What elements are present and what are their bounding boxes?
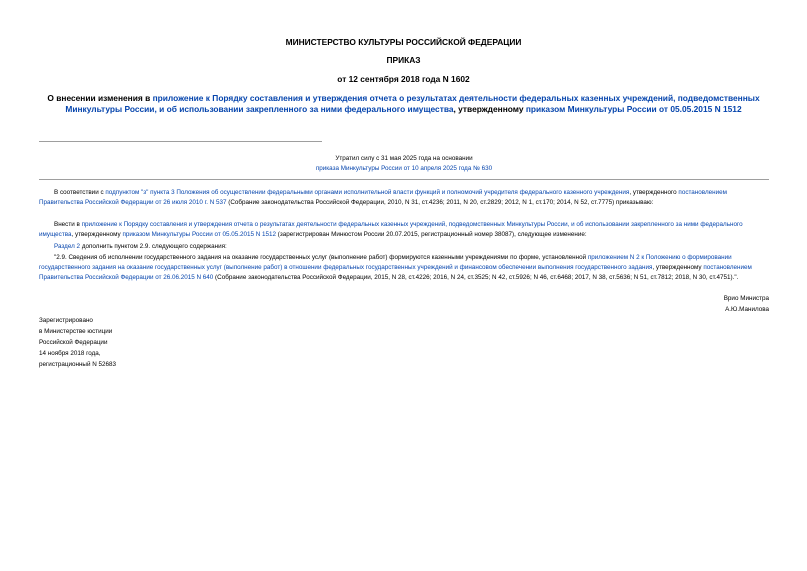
repeal-notice: Утратил силу с 31 мая 2025 года на основании: [335, 155, 473, 162]
repeal-notice-link-line: [39, 164, 769, 174]
signatory-role: Врио Министра: [723, 295, 769, 302]
p1-link-resolution[interactable]: постановлением Правительства Российской Федерации от 26 июля 2010 г. N 537: [39, 189, 727, 206]
paragraph-preamble: [39, 188, 769, 208]
document-title: [30, 93, 777, 115]
p4-text-2: , утвержденному: [652, 264, 704, 271]
registration-line: регистрационный N 52683: [39, 361, 117, 368]
registration-line: в Министерстве юстиции: [39, 328, 113, 335]
divider-long: [39, 179, 769, 180]
p1-text-2: , утвержденного: [629, 189, 679, 196]
title-link-appendix[interactable]: приложение к Порядку составления и утверждения отчета о результатах деятельности федеральных казенных учреждений, подведомственных Минкультуры России, и об использовании закрепленного за ними федерального имущества: [65, 93, 760, 114]
ministry-heading: МИНИСТЕРСТВО КУЛЬТУРЫ РОССИЙСКОЙ ФЕДЕРАЦИИ: [285, 37, 522, 47]
p3-link-section-2[interactable]: Раздел 2: [54, 243, 81, 250]
p1-link-regulation[interactable]: подпунктом "з" пункта 3 Положения об осуществлении федеральными органами исполнительной власти функций и полномочий учредителя федерального казенного учреждения: [105, 189, 630, 196]
p2-link-order[interactable]: приказом Минкультуры России от 05.05.2015 N 1512: [122, 231, 277, 238]
p2-text-3: (зарегистрирован Минюстом России 20.07.2015, регистрационный номер 38087), следующее изменение:: [276, 231, 587, 238]
title-text-1: О внесении изменения в: [47, 93, 153, 103]
p4-link-resolution[interactable]: постановлением Правительства Российской Федерации от 26.06.2015 N 640: [39, 264, 752, 281]
registration-line: 14 ноября 2018 года,: [39, 350, 101, 357]
p2-link-appendix[interactable]: приложение к Порядку составления и утверждения отчета о результатах деятельности федеральных казенных учреждений, подведомственных Минкультуры России, и об использовании закрепленного за ними федерального имущества: [39, 221, 743, 238]
p2-text-2: , утвержденному: [71, 231, 123, 238]
p4-link-appendix-2[interactable]: приложением N 2 к Положению о формировании государственного задания на оказание государственных услуг (выполнение работ) в отношении федеральных государственных учреждений и финансовом обеспечении выполнения государственного задания: [39, 254, 732, 271]
p3-text-1: дополнить пунктом 2.9. следующего содержания:: [80, 243, 227, 250]
document-kind: ПРИКАЗ: [386, 55, 421, 65]
p1-text-1: В соответствии с: [54, 189, 106, 196]
divider-short: [39, 141, 322, 142]
p4-text-1: "2.9. Сведения об исполнении государственного задания на оказание государственных услуг (выполнение работ) формируются казенными учреждениями по форме, установленной: [54, 254, 588, 261]
title-text-2: , утвержденному: [453, 104, 526, 114]
paragraph-clause-2-9: [39, 253, 769, 283]
paragraph-section: [39, 242, 769, 252]
title-link-order[interactable]: приказом Минкультуры России от 05.05.2015 N 1512: [525, 104, 742, 114]
p1-text-3: (Собрание законодательства Российской Федерации, 2010, N 31, ст.4236; 2011, N 20, ст.2829; 2012, N 1, ст.170; 2014, N 52, ст.7775) приказываю:: [226, 199, 654, 206]
paragraph-amendment: [39, 220, 769, 240]
p2-text-1: Внести в: [54, 221, 82, 228]
document-date: от 12 сентября 2018 года N 1602: [337, 74, 470, 84]
signatory-name: А.Ю.Манилова: [725, 306, 769, 313]
p4-text-3: (Собрание законодательства Российской Федерации, 2015, N 28, ст.4226; 2016, N 24, ст.3525; N 42, ст.5926; N 46, ст.6468; 2017, N 38, ст.5636; N 51, ст.7812; 2018, N 30, ст.4751).".: [213, 274, 739, 281]
registration-line: Зарегистрировано: [39, 317, 93, 324]
registration-line: Российской Федерации: [39, 339, 108, 346]
repeal-order-link[interactable]: приказа Минкультуры России от 10 апреля 2025 года № 630: [315, 165, 493, 172]
